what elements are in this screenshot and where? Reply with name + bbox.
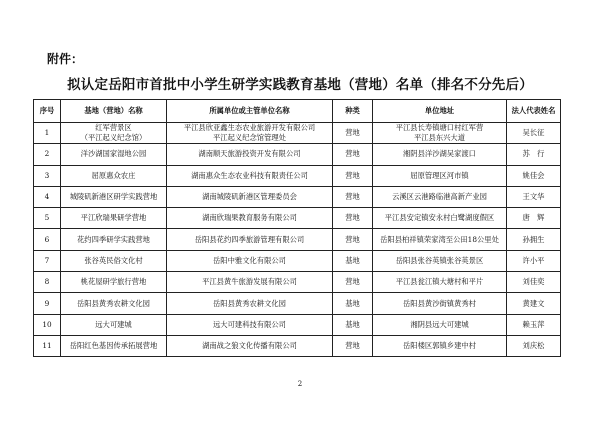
cell-no: 4: [34, 186, 61, 207]
cell-type: 营地: [333, 208, 373, 229]
cell-type: 营地: [333, 272, 373, 293]
cell-name: 花约四季研学实践营地: [61, 229, 167, 250]
cell-address: 岳阳县黄沙街镇黄秀村: [373, 293, 507, 314]
cell-type: 基地: [333, 314, 373, 335]
document-title: 拟认定岳阳市首批中小学生研学实践教育基地（营地）名单（排名不分先后）: [67, 77, 533, 93]
table-row: [34, 250, 561, 271]
cell-unit: 远大可建科技有限公司: [167, 314, 333, 335]
cell-address: 平江县安定镇安永村白鹭湖度假区: [373, 208, 507, 229]
cell-representative: 唐 辉: [507, 208, 561, 229]
table-row: [34, 272, 561, 293]
cell-address: 平江县瓮江镇大塘村和平片: [373, 272, 507, 293]
cell-representative: 苏 行: [507, 144, 561, 165]
cell-type: 营地: [333, 335, 373, 356]
cell-name: 岳阳红色基因传承拓展营地: [61, 335, 167, 356]
cell-representative: 姚佳会: [507, 165, 561, 186]
cell-unit: 岳阳中雅文化有限公司: [167, 250, 333, 271]
cell-no: 10: [34, 314, 61, 335]
cell-type: 营地: [333, 144, 373, 165]
table-row: [34, 314, 561, 335]
header-name: 基地（营地）名称: [61, 100, 167, 123]
cell-no: 9: [34, 293, 61, 314]
cell-name: 洋沙湖国家湿地公园: [61, 144, 167, 165]
cell-address: 湘阴县远大可建城: [373, 314, 507, 335]
header-no: 序号: [34, 100, 61, 123]
table-row: [34, 165, 561, 186]
cell-address: 湘阴县洋沙湖吴家渡口: [373, 144, 507, 165]
cell-address: 云溪区云港路临港高新产业园: [373, 186, 507, 207]
cell-unit: 湖南城陵矶新港区管理委员会: [167, 186, 333, 207]
page-number: 2: [297, 380, 303, 388]
cell-no: 2: [34, 144, 61, 165]
table-row: [34, 123, 561, 144]
cell-unit: 平江县欣亚鑫生态农业旅游开发有限公司 平江起义纪念馆管理处: [167, 123, 333, 144]
cell-type: 基地: [333, 293, 373, 314]
cell-unit: 湖南惠众生态农业科技有限责任公司: [167, 165, 333, 186]
table-header-row: [34, 100, 561, 123]
cell-unit: 湖南欣瑞果教育服务有限公司: [167, 208, 333, 229]
cell-unit: 岳阳县花约四季旅游管理有限公司: [167, 229, 333, 250]
cell-address: 岳阳楼区郭镇乡建中村: [373, 335, 507, 356]
cell-unit: 平江县黄牛旅游发展有限公司: [167, 272, 333, 293]
cell-representative: 刘庆松: [507, 335, 561, 356]
table-row: [34, 186, 561, 207]
table-row: [34, 144, 561, 165]
cell-name: 平江欣瑞果研学营地: [61, 208, 167, 229]
cell-representative: 赖玉萍: [507, 314, 561, 335]
cell-address: 屈原管理区河市镇: [373, 165, 507, 186]
cell-address: 平江县长寿镇塘口村红军营 平江县东兴大道: [373, 123, 507, 144]
cell-name: 红军营景区 （平江起义纪念馆）: [61, 123, 167, 144]
cell-representative: 许小平: [507, 250, 561, 271]
table-row: [34, 229, 561, 250]
cell-type: 营地: [333, 123, 373, 144]
header-address: 单位地址: [373, 100, 507, 123]
table-row: [34, 293, 561, 314]
header-representative: 法人代表姓名: [507, 100, 561, 123]
base-list-table: [33, 99, 561, 357]
header-unit: 所属单位或主管单位名称: [167, 100, 333, 123]
cell-type: 营地: [333, 229, 373, 250]
cell-no: 6: [34, 229, 61, 250]
cell-address: 岳阳县张谷英镇张谷英景区: [373, 250, 507, 271]
cell-representative: 王文华: [507, 186, 561, 207]
header-type: 种类: [333, 100, 373, 123]
cell-unit: 湖南战之狼文化传播有限公司: [167, 335, 333, 356]
cell-type: 营地: [333, 186, 373, 207]
cell-no: 8: [34, 272, 61, 293]
cell-name: 张谷英民俗文化村: [61, 250, 167, 271]
cell-name: 岳阳县黄秀农耕文化园: [61, 293, 167, 314]
cell-name: 屈原惠众农庄: [61, 165, 167, 186]
table-row: [34, 208, 561, 229]
cell-type: 基地: [333, 250, 373, 271]
table-row: [34, 335, 561, 356]
cell-representative: 孙拥生: [507, 229, 561, 250]
cell-type: 营地: [333, 165, 373, 186]
cell-no: 5: [34, 208, 61, 229]
cell-unit: 湖南顺天旅游投资开发有限公司: [167, 144, 333, 165]
cell-no: 3: [34, 165, 61, 186]
cell-name: 远大可建城: [61, 314, 167, 335]
cell-name: 城陵矶新港区研学实践营地: [61, 186, 167, 207]
cell-representative: 吴长征: [507, 123, 561, 144]
cell-name: 桃花屋研学旅行营地: [61, 272, 167, 293]
attachment-label: 附件：: [47, 52, 84, 66]
cell-no: 11: [34, 335, 61, 356]
cell-no: 1: [34, 123, 61, 144]
cell-representative: 刘佳奕: [507, 272, 561, 293]
cell-unit: 岳阳县黄秀农耕文化园: [167, 293, 333, 314]
cell-address: 岳阳县柏祥镇荣家湾至公田18公里处: [373, 229, 507, 250]
cell-representative: 黄建文: [507, 293, 561, 314]
cell-no: 7: [34, 250, 61, 271]
